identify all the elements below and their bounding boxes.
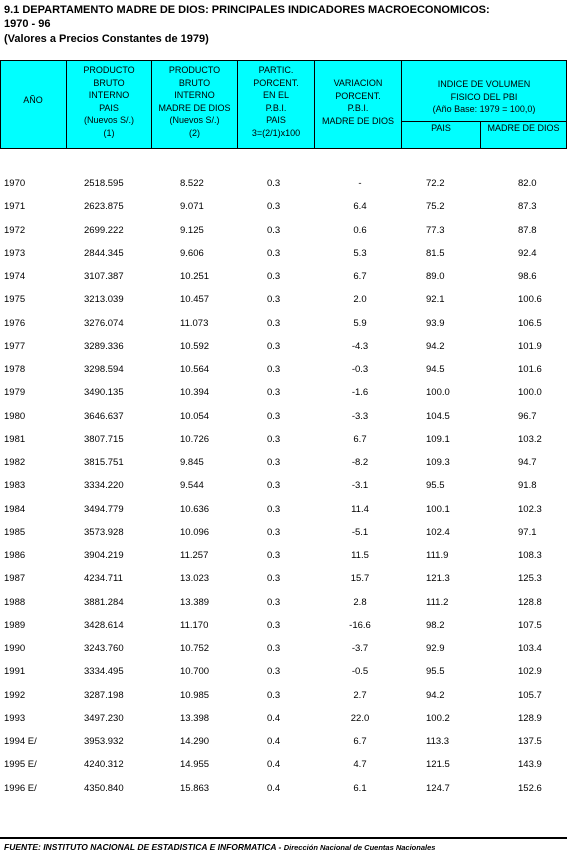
cell-pbi-madre-de-dios: 15.863 [180,782,210,794]
cell-pbi-madre-de-dios: 10.394 [180,387,210,399]
cell-variacion: 4.7 [353,759,367,771]
cell-pbi-madre-de-dios: 10.564 [180,364,210,375]
cell-indice-pais: 92.1 [426,294,445,306]
table-row [0,572,567,585]
cell-variacion: -4.3 [351,340,369,352]
cell-pbi-pais: 2518.595 [84,178,124,189]
cell-participacion: 0.3 [267,224,281,236]
cell-variacion: 6.4 [353,201,367,213]
cell-variacion: -3.3 [351,410,369,422]
cell-ano: 1983 [4,480,26,492]
page-period: 1970 - 96 [4,18,51,30]
cell-variacion: 2.0 [353,294,367,306]
table-row [0,782,567,795]
cell-pbi-pais: 3213.039 [84,294,124,306]
cell-indice-pais: 100.2 [426,712,450,724]
cell-variacion: 6.7 [353,433,367,445]
cell-indice-pais: 77.3 [426,224,445,236]
cell-participacion: 0.3 [267,480,281,492]
cell-pbi-pais: 3490.135 [84,387,124,399]
cell-participacion: 0.3 [267,526,281,538]
cell-participacion: 0.4 [267,736,281,747]
cell-pbi-madre-de-dios: 8.522 [180,178,204,189]
cell-variacion: 11.4 [351,503,369,515]
cell-ano: 1972 [4,224,26,236]
table-row [0,758,567,771]
cell-participacion: 0.3 [267,410,281,422]
cell-indice-pais: 100.0 [426,387,450,399]
cell-pbi-pais: 4240.312 [84,759,124,771]
cell-pbi-madre-de-dios: 10.054 [180,410,210,422]
cell-indice-pais: 95.5 [426,666,445,678]
header-indice-volumen: INDICE DE VOLUMEN FISICO DEL PBI (Año Base: 1979 = 100,0) [432,79,536,115]
cell-pbi-pais: 3904.219 [84,550,124,561]
cell-pbi-pais: 3428.614 [84,619,124,631]
cell-indice-madre-de-dios: 94.7 [518,457,537,468]
cell-ano: 1991 [4,666,26,678]
table-row [0,642,567,655]
header-ano: AÑO [23,95,43,105]
cell-pbi-madre-de-dios: 13.398 [180,712,210,724]
table-row [0,247,567,260]
cell-variacion: 5.3 [353,247,367,259]
table-row [0,526,567,539]
cell-participacion: 0.3 [267,387,281,399]
cell-indice-madre-de-dios: 108.3 [518,550,542,561]
cell-pbi-madre-de-dios: 13.389 [180,596,210,608]
cell-pbi-pais: 3646.637 [84,410,124,422]
cell-pbi-pais: 3287.198 [84,689,124,701]
cell-indice-pais: 100.1 [426,503,450,515]
table-row [0,549,567,562]
cell-ano: 1990 [4,643,26,654]
table-row [0,200,567,213]
cell-indice-madre-de-dios: 103.4 [518,643,542,654]
cell-indice-pais: 94.5 [426,364,445,375]
cell-ano: 1974 [4,271,26,282]
table-row [0,479,567,492]
cell-variacion: -3.7 [351,643,369,654]
cell-indice-pais: 93.9 [426,317,445,329]
cell-indice-madre-de-dios: 97.1 [518,526,537,538]
cell-pbi-pais: 4350.840 [84,782,124,794]
cell-variacion: 22.0 [350,712,370,724]
cell-pbi-pais: 2699.222 [84,224,124,236]
cell-indice-pais: 95.5 [426,480,445,492]
cell-indice-pais: 124.7 [426,782,450,794]
cell-ano: 1973 [4,247,26,259]
cell-pbi-madre-de-dios: 10.752 [180,643,210,654]
table-row [0,270,567,283]
table-row [0,340,567,353]
cell-ano: 1989 [4,619,26,631]
cell-variacion: -0.3 [351,364,369,375]
cell-indice-madre-de-dios: 91.8 [518,480,537,492]
cell-ano: 1976 [4,317,26,329]
cell-indice-pais: 109.3 [426,457,450,468]
table-row [0,386,567,399]
header-bottom-border [0,148,567,149]
cell-participacion: 0.3 [267,643,281,654]
cell-pbi-madre-de-dios: 11.170 [180,619,209,631]
table-row [0,665,567,678]
cell-indice-madre-de-dios: 102.3 [518,503,542,515]
cell-indice-madre-de-dios: 128.8 [518,596,542,608]
cell-indice-pais: 98.2 [426,619,445,631]
cell-indice-madre-de-dios: 87.8 [518,224,537,236]
cell-indice-madre-de-dios: 125.3 [518,573,542,585]
footer-source: FUENTE: INSTITUTO NACIONAL DE ESTADISTICA E INFORMATICA - Dirección Nacional de Cuentas Nacionales [4,842,436,852]
cell-pbi-madre-de-dios: 11.257 [180,550,209,561]
cell-pbi-madre-de-dios: 10.985 [180,689,210,701]
cell-pbi-madre-de-dios: 10.457 [180,294,210,306]
cell-pbi-madre-de-dios: 11.073 [180,317,209,329]
page-title: 9.1 DEPARTAMENTO MADRE DE DIOS: PRINCIPALES INDICADORES MACROECONOMICOS: [4,4,490,16]
cell-pbi-pais: 3243.760 [84,643,124,654]
cell-participacion: 0.3 [267,457,281,468]
cell-indice-madre-de-dios: 106.5 [518,317,542,329]
cell-pbi-madre-de-dios: 13.023 [180,573,210,585]
footer-separator [0,837,567,839]
cell-indice-pais: 109.1 [426,433,450,445]
cell-pbi-pais: 3881.284 [84,596,124,608]
cell-pbi-madre-de-dios: 10.592 [180,340,210,352]
cell-variacion: -0.5 [351,666,369,678]
cell-ano: 1985 [4,526,26,538]
cell-ano: 1975 [4,294,26,306]
cell-participacion: 0.4 [267,712,281,724]
cell-pbi-pais: 3334.220 [84,480,124,492]
cell-indice-pais: 111.2 [426,596,449,608]
cell-indice-pais: 121.5 [426,759,450,771]
cell-participacion: 0.3 [267,201,281,213]
cell-indice-madre-de-dios: 82.0 [518,178,537,189]
cell-indice-madre-de-dios: 100.0 [518,387,542,399]
cell-variacion: 11.5 [351,550,369,561]
cell-indice-pais: 94.2 [426,340,445,352]
cell-pbi-pais: 4234.711 [84,573,123,585]
header-pbi-madre-de-dios: PRODUCTO BRUTO INTERNO MADRE DE DIOS (Nuevos S/.) (2) [158,65,231,138]
cell-indice-pais: 94.2 [426,689,445,701]
header-right-border [566,60,567,149]
cell-indice-pais: 113.3 [426,736,450,747]
cell-pbi-madre-de-dios: 14.290 [180,736,210,747]
cell-indice-madre-de-dios: 103.2 [518,433,542,445]
cell-indice-pais: 81.5 [426,247,445,259]
cell-indice-madre-de-dios: 105.7 [518,689,542,701]
cell-participacion: 0.3 [267,666,281,678]
cell-variacion: - [358,178,362,189]
cell-indice-madre-de-dios: 152.6 [518,782,542,794]
cell-pbi-madre-de-dios: 9.544 [180,480,204,492]
cell-participacion: 0.3 [267,364,281,375]
cell-ano: 1978 [4,364,26,375]
cell-variacion: -3.1 [351,480,369,492]
cell-ano: 1988 [4,596,26,608]
cell-participacion: 0.4 [267,759,281,771]
header-participacion: PARTIC. PORCENT. EN EL P.B.I. PAIS 3=(2/1)x100 [251,65,301,138]
cell-ano: 1979 [4,387,26,399]
cell-indice-madre-de-dios: 101.9 [518,340,542,352]
cell-indice-madre-de-dios: 107.5 [518,619,542,631]
cell-pbi-madre-de-dios: 10.636 [180,503,210,515]
cell-pbi-madre-de-dios: 10.096 [180,526,210,538]
cell-pbi-pais: 3276.074 [84,317,124,329]
cell-variacion: -1.6 [351,387,369,399]
cell-pbi-pais: 3334.495 [84,666,124,678]
cell-pbi-madre-de-dios: 10.700 [180,666,210,678]
cell-pbi-madre-de-dios: 10.251 [180,271,210,282]
cell-ano: 1971 [4,201,26,213]
cell-participacion: 0.3 [267,596,281,608]
cell-indice-madre-de-dios: 101.6 [518,364,542,375]
cell-variacion: 15.7 [350,573,370,585]
cell-participacion: 0.3 [267,340,281,352]
cell-participacion: 0.3 [267,689,281,701]
cell-variacion: 0.6 [353,224,367,236]
cell-ano: 1977 [4,340,26,352]
cell-pbi-madre-de-dios: 14.955 [180,759,210,771]
cell-indice-pais: 89.0 [426,271,445,282]
cell-variacion: -8.2 [351,457,369,468]
table-row [0,177,567,190]
cell-variacion: 5.9 [353,317,367,329]
cell-indice-madre-de-dios: 102.9 [518,666,542,678]
cell-pbi-madre-de-dios: 10.726 [180,433,210,445]
cell-variacion: -5.1 [351,526,369,538]
cell-pbi-madre-de-dios: 9.071 [180,201,204,213]
cell-pbi-pais: 2623.875 [84,201,124,213]
cell-participacion: 0.3 [267,317,281,329]
page-subtitle: (Valores a Precios Constantes de 1979) [4,33,209,45]
table-row [0,503,567,516]
cell-ano: 1993 [4,712,26,724]
cell-variacion: 6.7 [353,271,367,282]
cell-participacion: 0.3 [267,619,281,631]
cell-pbi-pais: 3298.594 [84,364,124,375]
cell-participacion: 0.3 [267,178,281,189]
table-row [0,363,567,376]
cell-participacion: 0.3 [267,503,281,515]
cell-indice-pais: 92.9 [426,643,445,654]
cell-variacion: -16.6 [349,619,371,631]
cell-indice-madre-de-dios: 143.9 [518,759,542,771]
cell-variacion: 6.7 [353,736,367,747]
cell-ano: 1986 [4,550,26,561]
cell-indice-pais: 111.9 [426,550,449,561]
table-row [0,596,567,609]
cell-participacion: 0.3 [267,294,281,306]
cell-participacion: 0.3 [267,247,281,259]
header-top-border [0,60,567,61]
cell-ano: 1994 E/ [4,736,37,747]
table-row [0,712,567,725]
cell-participacion: 0.3 [267,433,281,445]
table-row [0,689,567,702]
cell-indice-madre-de-dios: 100.6 [518,294,542,306]
cell-ano: 1982 [4,457,26,468]
cell-indice-madre-de-dios: 137.5 [518,736,542,747]
cell-indice-madre-de-dios: 96.7 [518,410,537,422]
cell-pbi-pais: 3107.387 [84,271,124,282]
cell-pbi-pais: 2844.345 [84,247,124,259]
table-row [0,735,567,748]
cell-pbi-pais: 3807.715 [84,433,124,445]
cell-ano: 1980 [4,410,26,422]
cell-participacion: 0.3 [267,573,281,585]
cell-indice-pais: 102.4 [426,526,450,538]
cell-participacion: 0.3 [267,550,281,561]
cell-ano: 1992 [4,689,26,701]
cell-pbi-pais: 3497.230 [84,712,124,724]
table-row [0,456,567,469]
cell-indice-madre-de-dios: 98.6 [518,271,537,282]
cell-variacion: 6.1 [353,782,367,794]
header-variacion: VARIACION PORCENT. P.B.I. MADRE DE DIOS [321,78,394,126]
cell-pbi-madre-de-dios: 9.606 [180,247,204,259]
cell-ano: 1987 [4,573,26,585]
cell-pbi-pais: 3494.779 [84,503,124,515]
cell-pbi-madre-de-dios: 9.845 [180,457,204,468]
table-row [0,410,567,423]
cell-ano: 1981 [4,433,26,445]
cell-indice-pais: 121.3 [426,573,450,585]
cell-ano: 1970 [4,178,26,189]
cell-pbi-pais: 3815.751 [84,457,124,468]
cell-participacion: 0.3 [267,271,281,282]
header-indice-madre-de-dios: MADRE DE DIOS [487,123,560,133]
table-row [0,619,567,632]
cell-indice-pais: 72.2 [426,178,445,189]
cell-pbi-pais: 3289.336 [84,340,124,352]
cell-variacion: 2.8 [353,596,367,608]
cell-indice-madre-de-dios: 87.3 [518,201,537,213]
cell-ano: 1984 [4,503,26,515]
cell-participacion: 0.4 [267,782,281,794]
cell-indice-pais: 104.5 [426,410,450,422]
table-row [0,224,567,237]
cell-ano: 1995 E/ [4,759,37,771]
cell-variacion: 2.7 [353,689,367,701]
table-row [0,433,567,446]
header-indice-pais: PAIS [431,123,451,133]
cell-pbi-pais: 3953.932 [84,736,124,747]
cell-pbi-madre-de-dios: 9.125 [180,224,204,236]
table-row [0,293,567,306]
cell-ano: 1996 E/ [4,782,37,794]
cell-indice-pais: 75.2 [426,201,445,213]
cell-indice-madre-de-dios: 128.9 [518,712,542,724]
table-row [0,317,567,330]
cell-pbi-pais: 3573.928 [84,526,124,538]
cell-indice-madre-de-dios: 92.4 [518,247,537,259]
header-pbi-pais: PRODUCTO BRUTO INTERNO PAIS (Nuevos S/.) (1) [83,65,135,138]
